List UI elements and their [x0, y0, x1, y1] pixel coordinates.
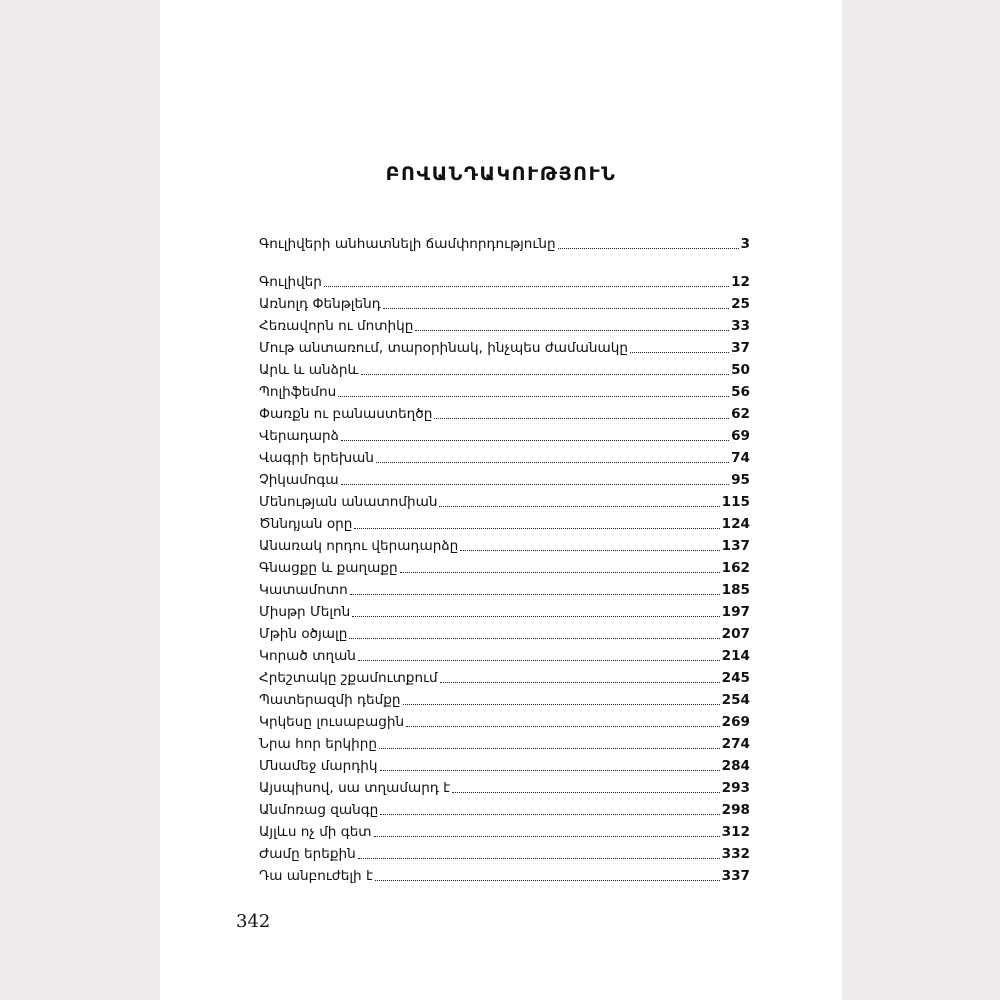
toc-entry-page: 245 [721, 670, 750, 687]
toc-entry [259, 336, 750, 356]
toc-entry-title: Գնացքը և քաղաքը [259, 560, 398, 577]
toc-entry [259, 754, 750, 774]
toc-entry-title: Կորած տղան [259, 648, 356, 665]
toc-entry [259, 556, 750, 576]
toc-entry-title: Այլևս ոչ մի գետ [259, 824, 372, 841]
dot-leader [376, 462, 729, 463]
toc-entry-title: Կրկեսը լուսաբացին [259, 714, 405, 731]
dot-leader [460, 550, 719, 551]
dot-leader [403, 704, 720, 705]
dot-leader [439, 506, 719, 507]
dot-leader [380, 814, 719, 815]
dot-leader [338, 396, 729, 397]
dot-leader [354, 528, 719, 529]
toc-entry-title: Մթին օծյալը [259, 626, 348, 643]
toc-entry [259, 622, 750, 642]
toc-entry [259, 600, 750, 620]
toc-entry-page: 95 [731, 472, 750, 489]
dot-leader [380, 770, 720, 771]
page-title: ԲՈՎԱՆԴԱԿՈՒԹՅՈՒՆ [385, 163, 617, 185]
toc-entry [259, 798, 750, 818]
toc-entry [259, 776, 750, 796]
toc-entry-title: Վերադարձ [259, 428, 339, 445]
dot-leader [374, 836, 720, 837]
dot-leader [452, 792, 719, 793]
toc-entry-page: 50 [731, 362, 750, 379]
toc-entry [259, 864, 750, 884]
toc-entry-title: Չիկամոգա [259, 472, 339, 489]
toc-entry-page: 254 [721, 692, 750, 709]
toc-entry-title: Առնոլդ Փենթլենդ [259, 296, 381, 313]
toc-entry-page: 293 [721, 780, 750, 797]
dot-leader [358, 660, 720, 661]
toc-entry-title: Նրա հոր երկիրը [259, 736, 377, 753]
toc-entry [259, 842, 750, 862]
dot-leader [375, 880, 720, 881]
dot-leader [341, 484, 730, 485]
toc-entry [259, 380, 750, 400]
toc-entry-page: 137 [721, 538, 750, 555]
toc-entry-title: Հեռավորն ու մոտիկը [259, 318, 414, 335]
toc-entry-page: 197 [721, 604, 750, 621]
toc-entry [259, 292, 750, 312]
toc-entry-title: Անառակ որդու վերադարձը [259, 538, 459, 555]
toc-entry-page: 332 [721, 846, 750, 863]
toc-entry-page: 3 [740, 236, 750, 253]
toc-entry [259, 402, 750, 422]
dot-leader [440, 682, 720, 683]
toc-entry-page: 25 [731, 296, 750, 313]
toc-entry [259, 314, 750, 334]
toc-entry [259, 512, 750, 532]
toc-entry-page: 115 [721, 494, 750, 511]
toc-entry [259, 644, 750, 664]
dot-leader [400, 572, 720, 573]
toc-entry [259, 820, 750, 840]
toc-entry [259, 270, 750, 290]
toc-entry-title: Գուլիվեր [259, 274, 322, 291]
toc-entry [259, 468, 750, 488]
dot-leader [350, 594, 720, 595]
toc-entry-title: Այսպիսով, սա տղամարդ է [259, 780, 451, 797]
dot-leader [349, 638, 719, 639]
toc-entry-page: 274 [721, 736, 750, 753]
toc-entry [259, 232, 750, 252]
toc-entry-title: Դա անբուժելի է [259, 868, 373, 885]
toc-entry-title: Կատամոտո [259, 582, 348, 599]
toc-entry-title: Գուլիվերի անհատնելի ճամփորդությունը [259, 236, 556, 253]
toc-entry-title: Անմոռաց զանգը [259, 802, 379, 819]
toc-entry [259, 578, 750, 598]
toc-entry-page: 69 [731, 428, 750, 445]
toc-entry [259, 358, 750, 378]
dot-leader [383, 308, 729, 309]
toc-entry [259, 534, 750, 554]
toc-entry-title: Հրեշտակը շքամուտքում [259, 670, 438, 687]
toc-entry-title: Պատերազմի դեմքը [259, 692, 401, 709]
toc-entry-title: Վագրի երեխան [259, 450, 375, 467]
toc-entry-title: Ծննդյան օրը [259, 516, 353, 533]
toc-entry [259, 490, 750, 510]
dot-leader [361, 374, 730, 375]
toc-entry [259, 732, 750, 752]
toc-entry [259, 710, 750, 730]
toc-entry-page: 74 [731, 450, 750, 467]
toc-entry-page: 214 [721, 648, 750, 665]
toc-entry-page: 284 [721, 758, 750, 775]
dot-leader [358, 858, 720, 859]
dot-leader [406, 726, 719, 727]
toc-entry-title: Արև և անձրև [259, 362, 359, 379]
toc-entry-page: 312 [721, 824, 750, 841]
book-page [160, 0, 842, 1000]
toc-entry-page: 337 [721, 868, 750, 885]
toc-entry-title: Պոլիֆեմոս [259, 384, 337, 401]
toc-entry-page: 298 [721, 802, 750, 819]
toc-entry-title: Միսթր Մելոն [259, 604, 351, 621]
toc-entry-page: 162 [721, 560, 750, 577]
toc-entry-page: 56 [731, 384, 750, 401]
toc-entry [259, 446, 750, 466]
toc-entry-title: Փառքն ու բանաստեղծը [259, 406, 433, 423]
toc-entry [259, 424, 750, 444]
dot-leader [415, 330, 729, 331]
dot-leader [324, 286, 729, 287]
dot-leader [434, 418, 729, 419]
toc-entry-page: 62 [731, 406, 750, 423]
toc-entry-page: 33 [731, 318, 750, 335]
toc-entry [259, 688, 750, 708]
toc-entry-page: 185 [721, 582, 750, 599]
toc-entry-page: 37 [731, 340, 750, 357]
dot-leader [379, 748, 720, 749]
dot-leader [630, 352, 729, 353]
toc-entry-title: Մնամեջ մարդիկ [259, 758, 378, 775]
toc-entry-page: 269 [721, 714, 750, 731]
toc-entry [259, 666, 750, 686]
toc-entry-title: Ժամը երեքին [259, 846, 356, 863]
dot-leader [341, 440, 729, 441]
toc-entry-page: 12 [731, 274, 750, 291]
dot-leader [352, 616, 719, 617]
toc-entry-page: 207 [721, 626, 750, 643]
toc-entry-title: Մութ անտառում, տարօրինակ, ինչպես ժամանակը [259, 340, 628, 357]
dot-leader [558, 248, 739, 249]
toc-entry-title: Մենության անատոմիան [259, 494, 438, 511]
page-number: 342 [236, 911, 271, 932]
toc-entry-page: 124 [721, 516, 750, 533]
